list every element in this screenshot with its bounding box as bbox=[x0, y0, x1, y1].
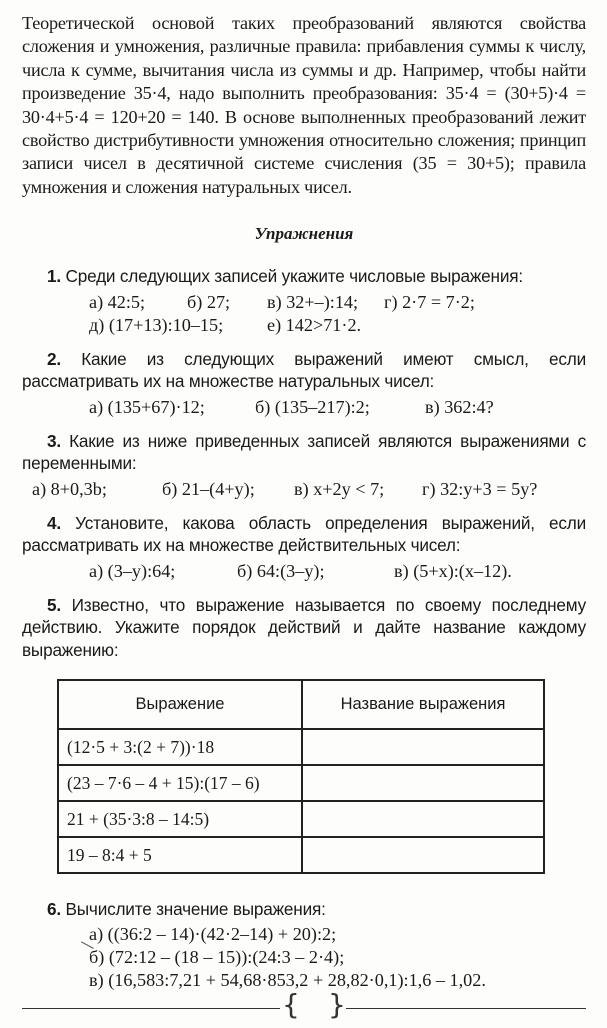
option: б) 21–(4+y); bbox=[162, 478, 255, 499]
expression-cell: (23 – 7·6 – 4 + 15):(17 – 6) bbox=[58, 765, 302, 801]
option: б) 64:(3–y); bbox=[237, 560, 325, 581]
exercise-2-heading bbox=[22, 348, 586, 393]
table-row bbox=[58, 729, 544, 765]
exercise-number: 4. bbox=[47, 512, 61, 533]
column-header: Название выражения bbox=[302, 680, 544, 729]
expression-cell: 19 – 8:4 + 5 bbox=[58, 837, 302, 873]
options-row bbox=[22, 396, 586, 419]
exercise-number: 5. bbox=[47, 594, 61, 615]
exercise-6 bbox=[22, 898, 586, 992]
options-row bbox=[22, 560, 586, 583]
options-row bbox=[22, 314, 586, 337]
exercise-text: Среди следующих записей укажите числовые выражения: bbox=[65, 266, 523, 287]
exercise-1-heading bbox=[22, 265, 586, 288]
exercise-4 bbox=[22, 512, 586, 583]
footer-rule-left bbox=[22, 1008, 280, 1009]
option: а) 42:5; bbox=[89, 291, 146, 312]
table-row bbox=[58, 801, 544, 837]
name-cell bbox=[302, 801, 544, 837]
option: а) 8+0,3b; bbox=[32, 478, 107, 499]
option: г) 2·7 = 7·2; bbox=[384, 291, 475, 312]
exercise-text: Вычислите значение выражения: bbox=[65, 899, 326, 920]
expression-cell: 21 + (35·3:8 – 14:5) bbox=[58, 801, 302, 837]
exercise-number: 2. bbox=[47, 348, 61, 369]
exercise-number: 6. bbox=[47, 899, 61, 920]
list-item: б) (72:12 – (18 – 15)):(24:3 – 2·4); bbox=[89, 946, 345, 967]
exercise-3-heading bbox=[22, 430, 586, 475]
intro-paragraph: Теоретической основой таких преобразований являются свойства сложения и умножения, различные правила: прибавления суммы к числу, числа к сумме, вычитания числа из суммы и др. Например, чтобы найти произведение 35·4, надо выполнить преобразования: 35·4 = (30+5)·4 = 30·4+5·4 = 120+20 = 140. В основе выполненных преобразований лежит свойство дистрибутивности умножения относительно сложения; принцип записи чисел в десятичной системе счисления (35 = 30+5); правила умножения и сложения натуральных чисел. bbox=[22, 13, 586, 197]
exercise-6-heading bbox=[22, 898, 586, 921]
expression-cell: (12·5 + 3:(2 + 7))·18 bbox=[58, 729, 302, 765]
options-row bbox=[22, 478, 586, 501]
options-row bbox=[22, 291, 586, 314]
table-row bbox=[58, 837, 544, 873]
option: а) (3–y):64; bbox=[89, 560, 176, 581]
exercise-text: Какие из ниже приведенных записей являются выражениями с переменными: bbox=[22, 430, 586, 474]
section-title: Упражнения bbox=[254, 224, 354, 244]
option: в) 362:4? bbox=[425, 396, 494, 417]
expressions-table bbox=[57, 679, 545, 874]
option: б) (135–217):2; bbox=[255, 396, 370, 417]
option: д) (17+13):10–15; bbox=[89, 314, 224, 335]
name-cell bbox=[302, 729, 544, 765]
option: г) 32:y+3 = 5y? bbox=[422, 478, 538, 499]
table-header-row bbox=[58, 680, 544, 729]
exercise-5 bbox=[22, 594, 586, 875]
list-item: а) ((36:2 – 14)·(42·2–14) + 20):2; bbox=[89, 923, 337, 944]
name-cell bbox=[302, 837, 544, 873]
list-item: в) (16,583:7,21 + 54,68·853,2 + 28,82·0,1):1,6 – 1,02. bbox=[89, 969, 486, 990]
option: а) (135+67)·12; bbox=[89, 396, 205, 417]
exercise-2 bbox=[22, 348, 586, 419]
exercise-4-heading bbox=[22, 512, 586, 557]
exercise-3 bbox=[22, 430, 586, 501]
footer-brace-left: { bbox=[282, 988, 300, 1021]
table-row bbox=[58, 765, 544, 801]
footer-rule-right bbox=[346, 1008, 586, 1009]
name-cell bbox=[302, 765, 544, 801]
option: б) 27; bbox=[187, 291, 231, 312]
column-header: Выражение bbox=[58, 680, 302, 729]
option: в) (5+x):(x–12). bbox=[394, 560, 512, 581]
exercise-number: 3. bbox=[47, 430, 61, 451]
exercise-number: 1. bbox=[47, 266, 61, 287]
footer-brace-right: } bbox=[328, 988, 346, 1021]
exercise-text: Известно, что выражение называется по своему последнему действию. Укажите порядок действий и дайте название каждому выражению: bbox=[22, 594, 586, 660]
option: е) 142>71·2. bbox=[267, 314, 362, 335]
exercise-text: Какие из следующих выражений имеют смысл, если рассматривать их на множестве натуральных чисел: bbox=[22, 348, 586, 392]
option: в) 32+–):14; bbox=[267, 291, 359, 312]
option: в) x+2y < 7; bbox=[294, 478, 385, 499]
exercise-text: Установите, какова область определения выражений, если рассматривать их на множестве действительных чисел: bbox=[22, 512, 586, 556]
exercise-1 bbox=[22, 265, 586, 337]
textbook-page bbox=[22, 12, 586, 992]
exercise-5-heading bbox=[22, 594, 586, 662]
